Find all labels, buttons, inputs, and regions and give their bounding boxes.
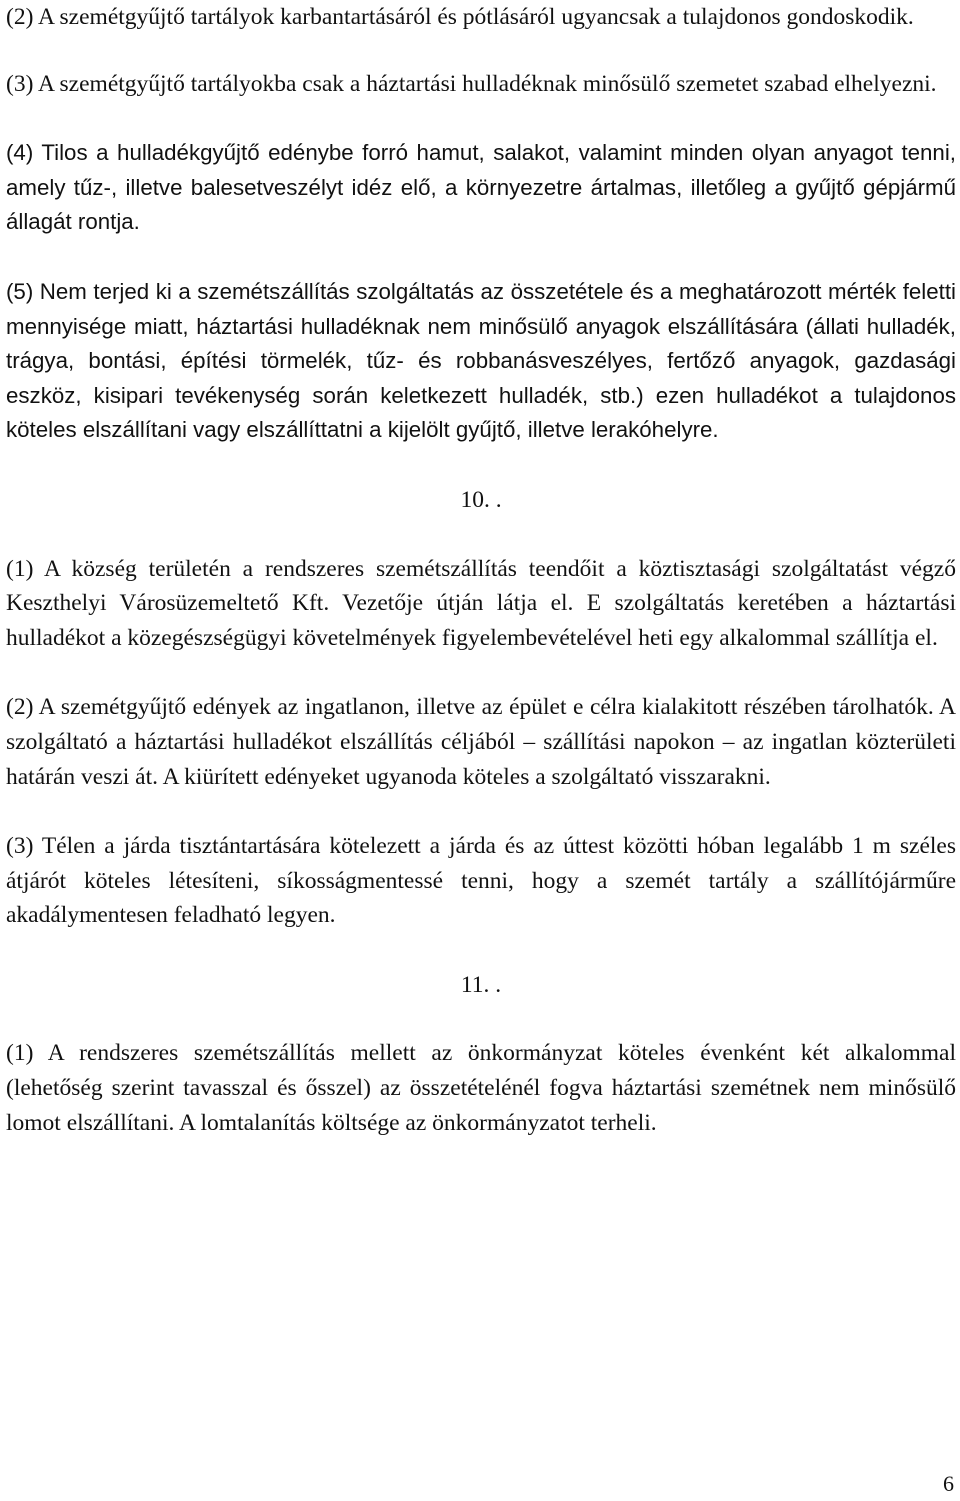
section-10-paragraph-3: (3) Télen a járda tisztántartására kötelezett a járda és az úttest közötti hóban legalább 1 m széles átjárót köteles létesíteni, síkosságmentessé tenni, hogy a szemét tartály a szállítójárműre akadálymentesen feladható legyen. <box>6 833 956 929</box>
paragraph-3: (3) A szemétgyűjtő tartályokba csak a háztartási hulladéknak minősülő szemetet szabad elhelyezni. <box>6 70 937 97</box>
section-11-paragraph-1: (1) A rendszeres szemétszállítás mellett az önkormányzat köteles évenként két alkalommal (lehetőség szerint tavasszal és ősszel) az összetételénél fogva háztartási szemétnek nem minősülő lomot elszállítani. A lomtalanítás költsége az önkormányzatot terheli. <box>6 1040 956 1136</box>
paragraph-4: (4) Tilos a hulladékgyűjtő edénybe forró hamut, salakot, valamint minden olyan anyagot tenni, amely tűz-, illetve balesetveszélyt idéz elő, a környezetre ártalmas, illetőleg a gyűjtő gépjármű állagát rontja. <box>6 140 956 235</box>
page-number: 6 <box>943 1471 954 1496</box>
section-10-paragraph-2: (2) A szemétgyűjtő edények az ingatlanon, illetve az épület e célra kialakitott részében tárolhatók. A szolgáltató a háztartási hulladékot elszállítás céljából – szállítási napokon – az ingatlan közterületi határán veszi át. A kiürített edényeket ugyanoda köteles a szolgáltató visszarakni. <box>6 694 956 790</box>
paragraph-2: (2) A szemétgyűjtő tartályok karbantartásáról és pótlásáról ugyancsak a tulajdonos gondoskodik. <box>6 4 914 30</box>
paragraph-5: (5) Nem terjed ki a szemétszállítás szolgáltatás az összetétele és a meghatározott mérték feletti mennyisége miatt, háztartási hulladéknak nem minősülő anyagok elszállítására (állati hulladék, trágya, bontási, építési törmelék, tűz- és robbanásveszélyes, fertőző anyagok, gazdasági eszköz, kisipari tevékenység során keletkezett hulladék, stb.) ezen hulladékot a tulajdonos köteles elszállítani vagy elszállíttatni a kijelölt gyűjtő, illetve lerakóhelyre. <box>6 278 956 443</box>
section-10-paragraph-1: (1) A község területén a rendszeres szemétszállítás teendőit a köztisztasági szolgáltatást végző Keszthelyi Városüzemeltető Kft. Vezetője útján látja el. E szolgáltatás keretében a háztartási hulladékot a közegészségügyi követelmények figyelembevételével heti egy alkalommal szállítja el. <box>6 555 956 651</box>
section-11-heading: 11. . <box>460 971 502 998</box>
document-page <box>6 0 956 1175</box>
section-10-heading: 10. . <box>460 486 502 513</box>
